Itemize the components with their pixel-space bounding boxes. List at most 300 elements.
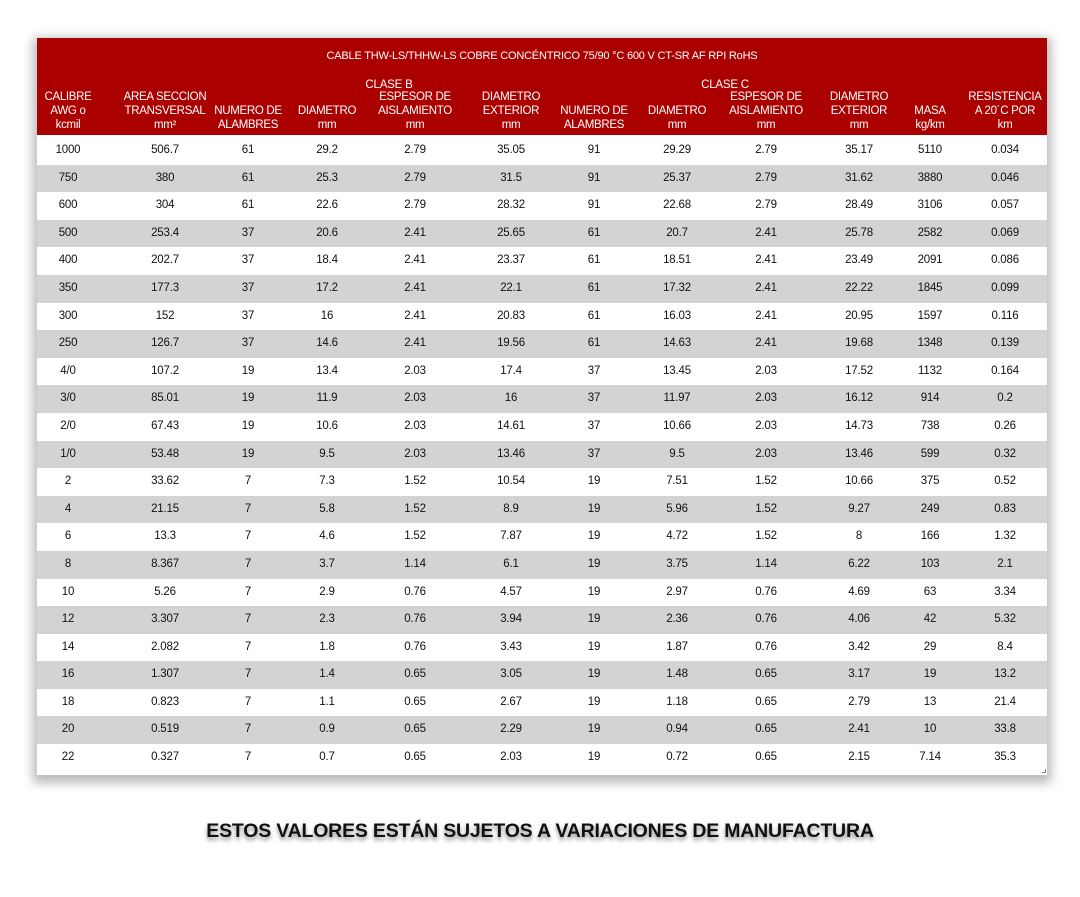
table-cell: 12	[61, 613, 75, 626]
table-cell: 2.41	[755, 309, 777, 322]
table-cell: 35.17	[845, 144, 873, 156]
table-cell: 14.6	[316, 337, 338, 350]
table-cell: 37	[241, 337, 255, 350]
table-cell: 0.52	[994, 475, 1016, 488]
table-cell: 506.7	[151, 144, 179, 156]
table-cell: 35.05	[497, 144, 525, 156]
table-cell: 53.48	[151, 447, 179, 460]
table-row	[37, 716, 1047, 744]
table-cell: 3.307	[151, 613, 179, 626]
table-cell: 8	[64, 557, 72, 570]
table-cell: 2.97	[666, 585, 688, 598]
table-cell: 7	[244, 530, 252, 543]
table-cell: 250	[58, 337, 78, 350]
table-cell: 2.79	[404, 171, 426, 184]
column-header	[554, 104, 634, 132]
table-cell: 2.41	[404, 309, 426, 322]
table-cell: 14.63	[663, 337, 691, 350]
column-header-line: mm	[317, 119, 337, 131]
column-header-line: RESISTENCIA	[968, 91, 1042, 103]
table-cell: 1.8	[319, 640, 335, 653]
column-header-line: mm	[849, 119, 869, 131]
table-cell: 3.42	[848, 640, 870, 653]
table-cell: 0.76	[755, 613, 777, 626]
table-cell: 1.52	[404, 502, 426, 515]
table-cell: 1.14	[755, 557, 777, 570]
table-cell: 0.65	[404, 695, 426, 708]
table-cell: 19	[241, 392, 255, 405]
table-cell: 2.41	[404, 337, 426, 350]
table-title: CABLE THW-LS/THHW-LS COBRE CONCÉNTRICO 75/90 °C 600 V CT-SR AF RPI RoHS	[326, 50, 758, 62]
table-cell: 7	[244, 502, 252, 515]
column-header-line: A 20´C POR	[974, 105, 1036, 117]
table-cell: 25.37	[663, 171, 691, 184]
table-row	[37, 523, 1047, 551]
table-cell: 17.32	[663, 281, 691, 294]
table-cell: 2.67	[500, 695, 522, 708]
column-header-line: NUMERO DE	[560, 105, 628, 117]
table-cell: 8.367	[151, 557, 179, 570]
table-cell: 2.03	[755, 419, 777, 432]
table-cell: 19	[587, 585, 601, 598]
table-cell: 3106	[917, 199, 943, 212]
table-cell: 29.29	[663, 144, 691, 156]
table-cell: 2.79	[755, 144, 777, 156]
table-cell: 19	[587, 613, 601, 626]
table-cell: 0.116	[991, 309, 1019, 322]
table-cell: 2582	[917, 226, 943, 239]
table-cell: 7	[244, 695, 252, 708]
table-cell: 20	[61, 723, 75, 736]
table-cell: 2.082	[151, 640, 179, 653]
column-header	[208, 104, 288, 132]
table-cell: 0.76	[755, 585, 777, 598]
table-cell: 14	[61, 640, 75, 653]
table-cell: 2.03	[404, 364, 426, 377]
column-header	[905, 104, 955, 132]
table-cell: 16.03	[663, 309, 691, 322]
table-row	[37, 303, 1047, 331]
table-cell: 18.51	[663, 254, 691, 267]
table-cell: 7.14	[919, 751, 941, 764]
table-cell: 7.87	[500, 530, 522, 543]
table-cell: 14.61	[497, 419, 525, 432]
table-cell: 0.823	[151, 695, 179, 708]
table-cell: 3.34	[994, 585, 1016, 598]
table-cell: 6	[64, 530, 72, 543]
table-cell: 5110	[918, 144, 942, 156]
table-cell: 5.8	[319, 502, 335, 515]
table-cell: 0.099	[991, 281, 1019, 294]
table-row	[37, 661, 1047, 689]
table-cell: 22.6	[316, 199, 338, 212]
column-header-line: ALAMBRES	[563, 119, 625, 131]
table-cell: 1.52	[755, 530, 777, 543]
table-cell: 25.65	[497, 226, 525, 239]
table-cell: 0.76	[755, 640, 777, 653]
table-row	[37, 358, 1047, 386]
table-cell: 19	[923, 668, 937, 681]
table-row	[37, 744, 1047, 772]
table-cell: 19	[241, 447, 255, 460]
table-cell: 8	[855, 530, 863, 543]
table-cell: 0.086	[991, 254, 1019, 267]
table-cell: 19	[241, 419, 255, 432]
table-cell: 37	[241, 309, 255, 322]
table-cell: 4.72	[666, 530, 688, 543]
table-cell: 0.65	[755, 723, 777, 736]
table-cell: 16	[504, 392, 518, 405]
table-cell: 177.3	[151, 281, 179, 294]
table-cell: 0.164	[991, 364, 1019, 377]
table-cell: 2.36	[666, 613, 688, 626]
table-cell: 91	[587, 144, 601, 156]
column-header	[960, 90, 1050, 132]
table-cell: 2	[64, 475, 72, 488]
column-header-line: mm²	[153, 119, 177, 131]
table-row	[37, 220, 1047, 248]
table-cell: 61	[241, 199, 255, 212]
table-cell: 33.8	[994, 723, 1016, 736]
table-cell: 13.46	[845, 447, 873, 460]
table-cell: 19	[587, 723, 601, 736]
table-cell: 304	[155, 199, 175, 212]
table-cell: 20.7	[666, 226, 688, 239]
table-cell: 0.65	[404, 723, 426, 736]
group-label-clase-b: CLASE B	[365, 79, 413, 91]
table-cell: 18.4	[316, 254, 338, 267]
table-cell: 2.15	[848, 751, 870, 764]
table-cell: 9.5	[669, 447, 685, 460]
table-cell: 1/0	[60, 447, 76, 460]
table-cell: 1000	[55, 144, 81, 156]
column-header-line: DIAMETRO	[297, 105, 357, 117]
table-cell: 0.65	[404, 751, 426, 764]
table-cell: 1.18	[666, 695, 688, 708]
table-cell: 19	[587, 695, 601, 708]
table-cell: 0.65	[755, 668, 777, 681]
table-cell: 7	[244, 751, 252, 764]
table-cell: 61	[241, 171, 255, 184]
table-cell: 4	[64, 502, 72, 515]
table-cell: 1.52	[404, 475, 426, 488]
table-cell: 2.41	[755, 226, 777, 239]
table-cell: 13.2	[994, 668, 1016, 681]
table-cell: 22.1	[500, 281, 522, 294]
table-cell: 17.4	[500, 364, 522, 377]
table-cell: 3.17	[848, 668, 870, 681]
table-cell: 42	[923, 613, 937, 626]
table-cell: 0.65	[755, 695, 777, 708]
table-row	[37, 275, 1047, 303]
table-cell: 375	[920, 475, 940, 488]
table-cell: 33.62	[151, 475, 179, 488]
table-cell: 28.49	[845, 199, 873, 212]
table-cell: 19	[587, 668, 601, 681]
table-cell: 2.03	[755, 364, 777, 377]
table-cell: 0.26	[994, 419, 1016, 432]
table-cell: 2.79	[755, 171, 777, 184]
table-cell: 9.5	[319, 447, 335, 460]
table-cell: 10.54	[497, 475, 525, 488]
table-cell: 1597	[917, 309, 943, 322]
table-cell: 0.65	[755, 751, 777, 764]
column-header-line: EXTERIOR	[830, 105, 888, 117]
table-header	[37, 38, 1047, 135]
table-cell: 1.52	[404, 530, 426, 543]
table-cell: 0.069	[991, 226, 1019, 239]
table-cell: 5.26	[154, 585, 176, 598]
table-cell: 2.03	[500, 751, 522, 764]
table-cell: 22	[61, 751, 75, 764]
column-header-line: DIAMETRO	[481, 91, 541, 103]
table-cell: 7	[244, 613, 252, 626]
table-cell: 61	[587, 254, 601, 267]
table-cell: 0.034	[991, 144, 1019, 156]
table-cell: 1.32	[994, 530, 1016, 543]
column-header-line: CALIBRE	[44, 91, 92, 103]
table-cell: 18	[61, 695, 75, 708]
table-cell: 13	[923, 695, 937, 708]
column-header-line: EXTERIOR	[482, 105, 540, 117]
table-cell: 3.43	[500, 640, 522, 653]
table-cell: 2.1	[997, 557, 1013, 570]
table-cell: 37	[587, 419, 601, 432]
table-cell: 6.22	[848, 557, 870, 570]
table-cell: 914	[920, 392, 940, 405]
column-header-line: DIAMETRO	[647, 105, 707, 117]
table-cell: 13.45	[663, 364, 691, 377]
table-cell: 599	[920, 447, 940, 460]
column-header-line: AWG o	[50, 105, 86, 117]
group-label-clase-c: CLASE C	[701, 79, 749, 91]
table-cell: 0.7	[319, 751, 335, 764]
table-cell: 2.41	[755, 281, 777, 294]
table-cell: 31.5	[500, 171, 522, 184]
table-cell: 19.56	[497, 337, 525, 350]
table-cell: 2.41	[404, 226, 426, 239]
table-cell: 37	[241, 226, 255, 239]
table-cell: 4.57	[500, 585, 522, 598]
table-cell: 202.7	[151, 254, 179, 267]
table-cell: 2.03	[404, 392, 426, 405]
table-cell: 2.03	[755, 392, 777, 405]
table-cell: 9.27	[848, 502, 870, 515]
table-cell: 19	[241, 364, 255, 377]
table-cell: 7	[244, 668, 252, 681]
column-header-line: mm	[501, 119, 521, 131]
table-cell: 3880	[917, 171, 943, 184]
table-cell: 7	[244, 585, 252, 598]
table-cell: 61	[241, 144, 255, 156]
table-cell: 23.37	[497, 254, 525, 267]
table-cell: 19	[587, 751, 601, 764]
table-cell: 31.62	[845, 171, 873, 184]
column-header	[115, 90, 215, 132]
table-cell: 380	[155, 171, 175, 184]
table-cell: 14.73	[845, 419, 873, 432]
table-cell: 28.32	[497, 199, 525, 212]
table-cell: 2.29	[500, 723, 522, 736]
table-row	[37, 247, 1047, 275]
table-cell: 37	[241, 281, 255, 294]
table-row	[37, 165, 1047, 193]
table-cell: 0.76	[404, 613, 426, 626]
table-cell: 2.41	[404, 281, 426, 294]
table-cell: 1.52	[755, 475, 777, 488]
table-cell: 37	[241, 254, 255, 267]
column-header-line: NUMERO DE	[214, 105, 282, 117]
table-cell: 126.7	[151, 337, 179, 350]
table-cell: 2.9	[319, 585, 335, 598]
table-cell: 0.327	[151, 751, 179, 764]
table-cell: 91	[587, 171, 601, 184]
table-row	[37, 579, 1047, 607]
table-cell: 11.97	[663, 392, 691, 405]
table-cell: 3.94	[500, 613, 522, 626]
table-cell: 7.3	[319, 475, 335, 488]
table-cell: 6.1	[503, 557, 519, 570]
table-cell: 600	[58, 199, 78, 212]
column-header-line: ALAMBRES	[217, 119, 279, 131]
table-cell: 19	[587, 557, 601, 570]
table-cell: 13.4	[316, 364, 338, 377]
table-cell: 500	[58, 226, 78, 239]
table-cell: 738	[920, 419, 940, 432]
table-row	[37, 441, 1047, 469]
table-cell: 21.15	[151, 502, 179, 515]
table-cell: 16	[61, 668, 75, 681]
table-cell: 0.83	[994, 502, 1016, 515]
table-cell: 13.46	[497, 447, 525, 460]
table-cell: 3.75	[666, 557, 688, 570]
table-cell: 25.78	[845, 226, 873, 239]
table-cell: 2.41	[755, 337, 777, 350]
table-cell: 152	[155, 309, 175, 322]
table-row	[37, 330, 1047, 358]
table-row	[37, 496, 1047, 524]
table-cell: 0.72	[666, 751, 688, 764]
table-cell: 5.96	[666, 502, 688, 515]
table-cell: 19	[587, 502, 601, 515]
table-cell: 1.14	[404, 557, 426, 570]
column-header-line: AREA SECCION	[123, 91, 207, 103]
table-cell: 1348	[917, 337, 943, 350]
table-cell: 10.66	[663, 419, 691, 432]
table-cell: 23.49	[845, 254, 873, 267]
table-cell: 63	[923, 585, 937, 598]
column-header-line: kcmil	[55, 119, 81, 131]
table-cell: 400	[58, 254, 78, 267]
table-cell: 1.1	[319, 695, 335, 708]
table-cell: 1.307	[151, 668, 179, 681]
table-row	[37, 413, 1047, 441]
column-header-line: km	[997, 119, 1013, 131]
table-cell: 21.4	[994, 695, 1016, 708]
table-cell: 1.48	[666, 668, 688, 681]
table-cell: 4.6	[319, 530, 335, 543]
table-cell: 35.3	[994, 751, 1016, 764]
table-cell: 7	[244, 723, 252, 736]
table-row	[37, 551, 1047, 579]
table-cell: 3.05	[500, 668, 522, 681]
column-header-line: DIAMETRO	[829, 91, 889, 103]
column-header	[33, 90, 103, 132]
table-cell: 0.76	[404, 585, 426, 598]
table-cell: 61	[587, 281, 601, 294]
table-row	[37, 468, 1047, 496]
column-header	[471, 90, 551, 132]
table-cell: 19	[587, 530, 601, 543]
table-cell: 10.6	[316, 419, 338, 432]
table-cell: 19	[587, 475, 601, 488]
column-header-line: AISLAMIENTO	[378, 105, 452, 117]
table-cell: 166	[920, 530, 940, 543]
table-cell: 1845	[917, 281, 943, 294]
table-cell: 29.2	[316, 144, 338, 156]
table-cell: 2.79	[755, 199, 777, 212]
table-cell: 67.43	[151, 419, 179, 432]
table-cell: 2.41	[755, 254, 777, 267]
table-cell: 17.2	[316, 281, 338, 294]
table-cell: 19	[587, 640, 601, 653]
table-cell: 11.9	[316, 392, 338, 405]
table-cell: 4/0	[60, 364, 76, 377]
table-cell: 37	[587, 364, 601, 377]
table-cell: 8.9	[503, 502, 519, 515]
table-cell: 22.22	[845, 281, 873, 294]
table-cell: 2.03	[404, 447, 426, 460]
column-header	[642, 104, 712, 132]
table-cell: 16	[320, 309, 334, 322]
table-cell: 7.51	[666, 475, 688, 488]
table-cell: 103	[920, 557, 940, 570]
table-cell: 0.139	[991, 337, 1019, 350]
table-cell: 25.3	[316, 171, 338, 184]
table-cell: 13.3	[154, 530, 176, 543]
table-cell: 61	[587, 337, 601, 350]
column-header-line: AISLAMIENTO	[729, 105, 803, 117]
table-cell: 1132	[918, 364, 942, 377]
table-cell: 0.9	[319, 723, 335, 736]
table-cell: 37	[587, 447, 601, 460]
table-cell: 2.79	[404, 199, 426, 212]
table-cell: 20.95	[845, 309, 873, 322]
table-cell: 5.32	[994, 613, 1016, 626]
table-cell: 10	[61, 585, 75, 598]
column-header	[819, 90, 899, 132]
table-row	[37, 606, 1047, 634]
table-cell: 1.87	[666, 640, 688, 653]
table-row	[37, 192, 1047, 220]
table-cell: 4.06	[848, 613, 870, 626]
table-row	[37, 385, 1047, 413]
table-cell: 37	[587, 392, 601, 405]
table-cell: 300	[58, 309, 78, 322]
table-cell: 2/0	[60, 419, 76, 432]
table-cell: 2.79	[404, 144, 426, 156]
table-cell: 2.41	[404, 254, 426, 267]
table-cell: 2.03	[404, 419, 426, 432]
table-row	[37, 689, 1047, 717]
manufacturing-variation-note: ESTOS VALORES ESTÁN SUJETOS A VARIACIONES DE MANUFACTURA	[206, 820, 874, 842]
column-header-line: MASA	[914, 105, 946, 117]
table-cell: 0.046	[991, 171, 1019, 184]
table-cell: 107.2	[151, 364, 179, 377]
table-cell: 0.76	[404, 640, 426, 653]
table-cell: 1.4	[319, 668, 335, 681]
table-cell: 61	[587, 226, 601, 239]
